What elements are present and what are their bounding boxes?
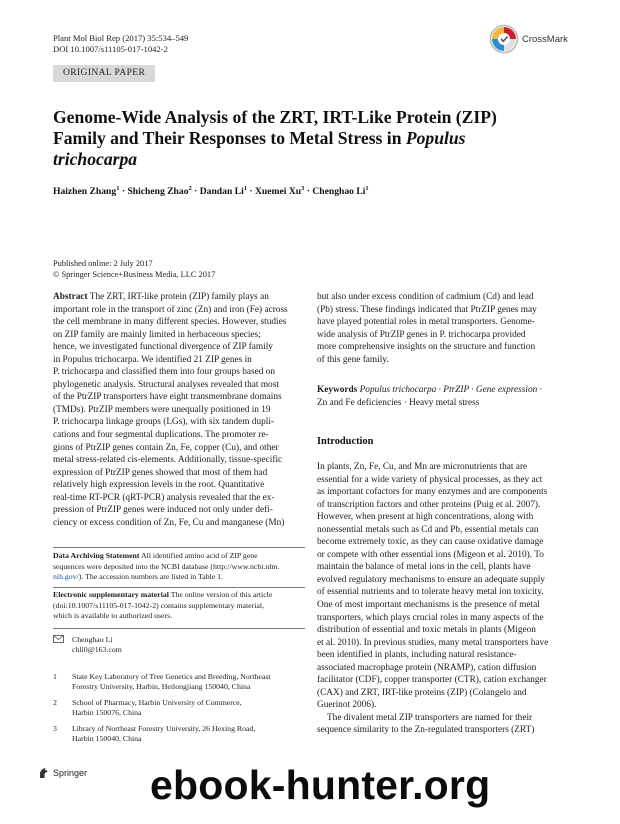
springer-label: Springer (53, 768, 88, 778)
crossmark-label: CrossMark (522, 33, 568, 45)
esm-line: which is available to authorized users. (53, 611, 173, 621)
affiliation-line: Forestry University, Harbin, Heilongjiang 150040, China (72, 682, 251, 692)
abstract-line: gions of PtrZIP genes contain Zn, Fe, copper (Cu), and other (53, 442, 279, 453)
abstract-line: wide analysis of PtrZIP genes in P. trichocarpa provided (317, 329, 526, 340)
introduction-heading: Introduction (317, 436, 374, 447)
intro-line: of transcription factors and other proteins (Puig et al. 2007). (317, 499, 541, 510)
abstract-line: pression of PtrZIP genes were induced not only under defi- (53, 505, 273, 516)
author[interactable]: Haizhen Zhang$^1$ (53, 185, 120, 198)
intro-line: or compete with other essential ions (Migeon et al. 2010). To (317, 549, 544, 560)
abstract-line: metal stress-related cis-elements. Additionally, tissue-specific (53, 455, 283, 466)
abstract-line: in Populus trichocarpa. We identified 21 ZIP genes in (53, 354, 252, 365)
title-species-epithet: trichocarpa (53, 149, 138, 169)
title-line-3 (53, 149, 573, 170)
author-separator: · (191, 186, 200, 198)
divider (53, 547, 305, 548)
envelope-icon (53, 635, 72, 656)
author-separator: · (304, 186, 313, 198)
intro-line: However, when present at high concentrations, along with (317, 512, 534, 523)
abstract-line: more comprehensive insights on the structure and function (317, 342, 536, 353)
abstract-line: but also under excess condition of cadmium (Cd) and lead (317, 292, 534, 302)
intro-line: (CAX) and ZRT, IRT-like proteins (ZIP) (Colangelo and (317, 687, 527, 698)
affiliation-number: 3 (53, 724, 57, 733)
intro-line: maintain the balance of metal ions in the cell, plants have (317, 562, 531, 573)
abstract-right-column (317, 291, 569, 366)
abstract-line: of the PtrZIP transporters have eight transmembrane domains (53, 392, 282, 403)
author[interactable]: Shicheng Zhao$^2$ (127, 185, 192, 198)
author-list (53, 185, 369, 197)
section-badge: ORIGINAL PAPER (53, 65, 155, 82)
affiliation (53, 724, 255, 745)
doi-line: DOI 10.1007/s11105-017-1042-2 (53, 44, 168, 54)
affiliation-line: State Key Laboratory of Tree Genetics and Breeding, Northeast (72, 672, 271, 681)
author[interactable]: Xuemei Xu$^3$ (255, 185, 305, 198)
keywords-line: Populus trichocarpa · PtrZIP · Gene expression · (359, 385, 542, 395)
crossmark-badge[interactable] (489, 24, 568, 54)
intro-line: been identified in plants, including natural resistance- (317, 650, 517, 661)
corresponding-author-name: Chenghao Li (72, 635, 113, 644)
intro-line: nonessential metals such as Cd and Pb, essential metals can (317, 524, 539, 535)
divider (53, 587, 305, 588)
intro-line: essential for a wide variety of physical processes, as they act (317, 474, 543, 485)
esm-label: Electronic supplementary material (53, 590, 169, 599)
data-archiving-text: ). The accession numbers are listed in Table 1. (78, 572, 224, 582)
data-archiving-line: sequences were deposited into the NCBI database (http://www.ncbi.nlm. (53, 561, 280, 571)
esm-text: The online version of this article (170, 590, 273, 599)
intro-line: become extremely toxic, as they can cause oxidative damage (317, 537, 544, 548)
keywords-line: Zn and Fe deficiencies · Heavy metal stress (317, 397, 480, 408)
publication-info (53, 258, 215, 280)
affiliation-line: School of Pharmacy, Harbin University of Commerce, (72, 698, 242, 707)
abstract-line: on ZIP family are mainly limited in herbaceous species; (53, 329, 261, 340)
intro-line: distribution of essential and toxic metals in plants (Migeon (317, 625, 536, 636)
corresponding-author-email[interactable]: chli0@163.com (72, 645, 122, 655)
abstract-line: expression of PtrZIP genes showed that most of them had (53, 467, 268, 478)
intro-line: evolved regulatory mechanisms to ensure an adequate supply (317, 574, 545, 585)
copyright: © Springer Science+Business Media, LLC 2017 (53, 270, 216, 279)
affiliation (53, 672, 271, 693)
author[interactable]: Chenghao Li$^1$ (312, 185, 369, 198)
intro-line: as important cofactors for many enzymes and are components (317, 487, 548, 498)
author-separator: · (247, 186, 255, 198)
affiliation-line: Harbin 150076, China (72, 708, 142, 718)
esm-line: (doi:10.1007/s11105-017-1042-2) contains supplementary material, (53, 600, 264, 610)
introduction-body (317, 461, 569, 737)
abstract-line: Abstract The ZRT, IRT-like protein (ZIP) family plays an (53, 292, 269, 302)
crossmark-icon (489, 24, 519, 54)
keywords-label: Keywords (317, 385, 358, 395)
intro-line: associated macrophage protein (NRAMP), cation diffusion (317, 662, 537, 673)
affiliation-number: 2 (53, 698, 57, 707)
springer-logo (38, 767, 87, 779)
abstract-line: of this gene family. (317, 354, 389, 365)
correspondence (53, 635, 122, 656)
data-archiving-label: Data Archiving Statement (53, 551, 140, 560)
intro-line: facilitator (CDF), copper transporter (CTR), cation exchanger (317, 675, 547, 686)
watermark: ebook-hunter.org (150, 762, 491, 808)
title-line-1: Genome-Wide Analysis of the ZRT, IRT-Like Protein (ZIP) (53, 107, 497, 127)
abstract-line: (Pb) stress. These findings indicated that PtrZIP genes may (317, 304, 537, 315)
intro-line: transporters, which plays crucial roles in many aspects of the (317, 612, 544, 623)
abstract-line: real-time RT-PCR (qRT-PCR) analysis revealed that the ex- (53, 492, 275, 503)
ncbi-link[interactable]: nih.gov/ (53, 572, 79, 582)
data-archiving-statement (53, 551, 305, 583)
abstract-line: have played potential roles in metal transporters. Genome- (317, 317, 535, 328)
electronic-supplementary-material (53, 590, 305, 622)
affiliation-line: Library of Northeast Forestry University, 26 Hexing Road, (72, 724, 256, 733)
author-separator: · (119, 186, 128, 198)
affiliation-line: Harbin 150040, China (72, 734, 142, 744)
intro-line: of essential nutrients and to tolerate heavy metal ion toxicity. (317, 587, 544, 598)
affiliation-number: 1 (53, 672, 57, 681)
springer-horse-icon (38, 767, 49, 779)
title-line-2-text: Family and Their Responses to Metal Stress in (53, 128, 406, 148)
abstract-line: ciency or excess condition of Zn, Fe, Cu and manganese (Mn) (53, 517, 285, 528)
abstract-line: important role in the transport of zinc (Zn) and iron (Fe) across (53, 304, 288, 315)
keywords (317, 384, 569, 409)
intro-line: Guerinot 2006). (317, 700, 377, 711)
intro-line: In plants, Zn, Fe, Cu, and Mn are micronutrients that are (317, 462, 528, 472)
intro-line: One of most important mechanisms is the presence of metal (317, 600, 540, 611)
title-line-2 (53, 128, 573, 149)
title-species-genus: Populus (405, 128, 466, 148)
abstract-line: hence, we investigated functional divergence of ZIP family (53, 342, 273, 353)
abstract-line: P. trichocarpa linkage groups (LGs), with six tandem dupli- (53, 417, 275, 428)
affiliation (53, 698, 242, 719)
intro-line: sequence similarity to the Zn-regulated transporters (ZRT) (317, 725, 535, 736)
intro-line: et al. 2010). In previous studies, many metal transporters have (317, 637, 549, 648)
divider (53, 628, 305, 629)
article-title (53, 107, 573, 170)
journal-citation (53, 33, 188, 55)
intro-line: The divalent metal ZIP transporters are named for their (327, 712, 533, 723)
abstract-line: relatively high expression levels in the root. Quantitative (53, 480, 265, 491)
journal-line: Plant Mol Biol Rep (2017) 35:534–549 (53, 33, 189, 43)
abstract-line: the cell membrane in many different species. However, studies (53, 317, 287, 328)
abstract-line: phylogenetic analysis. Structural analyses revealed that most (53, 379, 279, 390)
abstract-left-column (53, 291, 305, 529)
abstract-line: cations and four segmental duplications. The promoter re- (53, 430, 269, 441)
data-archiving-text: All identified amino acid of ZIP gene (141, 551, 258, 560)
abstract-label: Abstract (53, 292, 88, 302)
published-date: Published online: 2 July 2017 (53, 259, 153, 268)
author[interactable]: Dandan Li$^1$ (199, 185, 247, 198)
abstract-line: P. trichocarpa and classified them into four groups based on (53, 367, 276, 378)
abstract-line: (TMDs). PtrZIP members were unequally positioned in 19 (53, 404, 271, 415)
